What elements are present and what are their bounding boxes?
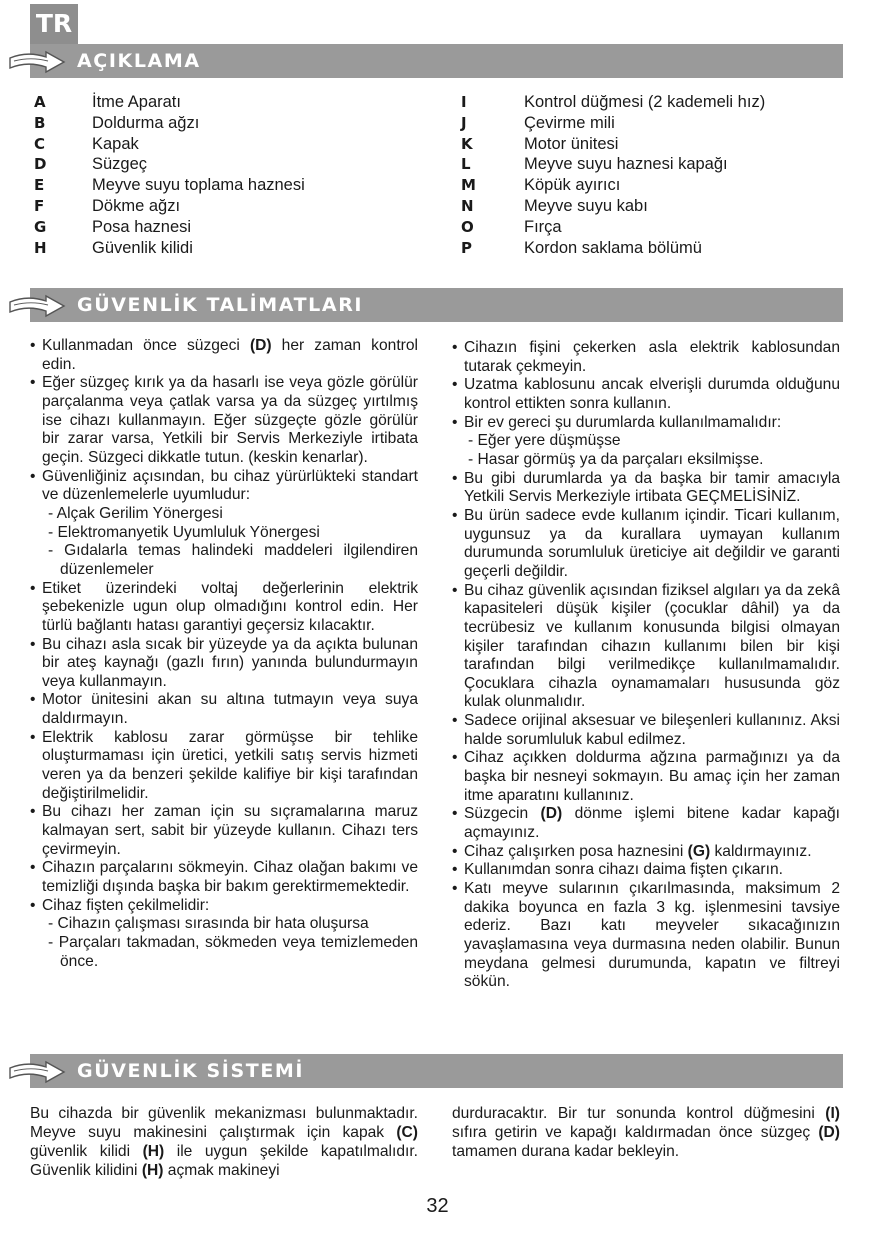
legend-row [34,238,305,259]
section-title: AÇIKLAMA [77,50,201,72]
list-item: • Bu cihazı her zaman için su sıçramalarına maruz kalmayan sert, sabit bir yüzeyde kullanın. Cihazı ters çevirmeyin. [30,803,418,859]
legend-right [461,92,765,258]
legend-text: Kordon saklama bölümü [524,238,702,257]
legend-letter: P [461,238,472,257]
legend-text: Çevirme mili [524,113,615,132]
legend-text: Meyve suyu kabı [524,196,648,215]
list-item: • Bir ev gereci şu durumlarda kullanılmamalıdır: [452,414,840,433]
legend-row [461,238,765,259]
legend-text: İtme Aparatı [92,93,181,111]
list-item: • Bu gibi durumlarda ya da başka bir tamir amacıyla Yetkili Servis Merkeziyle irtibata GEÇMELİSİNİZ. [452,470,840,507]
sub-item: - Parçaları takmadan, sökmeden veya temizlemeden önce. [30,934,418,971]
list-item: • Kullanımdan sonra cihazı daima fişten çıkarın. [452,861,840,880]
legend-row [34,113,305,134]
legend-letter: L [461,155,471,174]
page-number: 32 [426,1195,449,1217]
legend-text: Dökme ağzı [92,196,181,215]
section-title: GÜVENLİK TALİMATLARI [77,294,364,316]
legend-letter: A [34,93,46,111]
legend-letter: N [461,196,474,215]
safety-system-text-left: Bu cihazda bir güvenlik mekanizması bulunmaktadır. Meyve suyu makinesini çalıştırmak için kapak (C) güvenlik kilidi (H) ile uygun şekilde kapatılmalıdır. Güvenlik kilidini (H) açmak makineyi [30,1105,418,1179]
legend-row [461,134,765,155]
legend-letter: I [461,93,467,111]
legend-letter: H [34,238,47,257]
legend-letter: M [461,176,476,195]
legend-text: Kapak [92,134,139,153]
list-item: • Elektrik kablosu zarar görmüşse bir tehlike oluşturmaması için üretici, yetkili satış servis hizmeti veren ya da benzeri şekilde kalifiye bir kişi tarafından değiştirilmelidir. [30,729,418,804]
legend-text: Süzgeç [92,155,148,174]
sub-item: - Eğer yere düşmüşse [452,432,840,451]
legend-letter: O [461,217,474,236]
legend-row [461,154,765,175]
list-item: • Kullanmadan önce süzgeci (D) her zaman kontrol edin. [30,337,418,374]
arrow-icon [8,291,68,321]
safety-column-right [452,339,840,992]
legend-letter: G [34,217,47,236]
section-title: GÜVENLİK SİSTEMİ [77,1060,305,1082]
legend-letter: D [34,155,47,174]
section-header-guvenlik-sistemi [30,1054,843,1088]
legend-letter: B [34,113,46,132]
list-item: • Güvenliğiniz açısından, bu cihaz yürürlükteki standart ve düzenlemelerle uyumludur: [30,468,418,505]
list-item: • Bu ürün sadece evde kullanım içindir. Ticari kullanım, uygunsuz ya da kurallara uymayan kullanım durumunda sorumluluk üreticiye ait değildir ve garanti geçerli değildir. [452,507,840,582]
sub-item: - Hasar görmüş ya da parçaları eksilmişse. [452,451,840,470]
legend-letter: J [461,113,467,132]
legend-text: Meyve suyu haznesi kapağı [524,155,728,174]
sub-item: - Cihazın çalışması sırasında bir hata oluşursa [30,915,418,934]
legend-letter: C [34,134,46,153]
arrow-icon [8,47,68,77]
list-item: • Cihaz fişten çekilmelidir: [30,897,418,916]
legend-row [461,196,765,217]
list-item: • Cihazın fişini çekerken asla elektrik kablosundan tutarak çekmeyin. [452,339,840,376]
list-item: • Cihazın parçalarını sökmeyin. Cihaz olağan bakımı ve temizliği dışında başka bir bakım gerektirmemektedir. [30,859,418,896]
language-tab: TR [30,4,78,44]
sub-item: - Alçak Gerilim Yönergesi [30,505,418,524]
legend-text: Motor ünitesi [524,134,619,153]
list-item: • Katı meyve sularının çıkarılmasında, maksimum 2 dakika boyunca en fazla 3 kg. işlenmesini tavsiye ederiz. Bazı katı meyveler sıkacağınızın yavaşlamasına veya durmasına neden olabilir. Bunun meydana gelmesi durumunda, kapatın ve filtreyi sökün. [452,880,840,992]
list-item: • Etiket üzerindeki voltaj değerlerinin elektrik şebekenizle ugun olup olmadığını kontrol edin. Her türlü bağlantı hatası garantiyi geçersiz kılacaktır. [30,580,418,636]
legend-row [34,134,305,155]
sub-item: - Elektromanyetik Uyumluluk Yönergesi [30,524,418,543]
legend-left [34,92,305,258]
list-item: • Süzgecin (D) dönme işlemi bitene kadar kapağı açmayınız. [452,805,840,842]
legend-row [34,175,305,196]
list-item: • Eğer süzgeç kırık ya da hasarlı ise veya gözle görülür parçalanma veya çatlak varsa ya da süzgeç yırtılmış ise cihazı kullanmayın. Eğer süzgeçte gözle görülür bir zarar varsa, Yetkili bir Servis Merkeziyle irtibata geçin. Süzgeci dikkatle tutun. (keskin kenarlar). [30,374,418,467]
legend-text: Kontrol düğmesi (2 kademeli hız) [524,93,766,111]
list-item: • Cihaz açıkken doldurma ağzına parmağınızı ya da başka bir nesneyi sokmayın. Bu amaç için her zaman itme aparatını kullanınız. [452,749,840,805]
list-item: • Cihaz çalışırken posa haznesini (G) kaldırmayınız. [452,843,840,862]
list-item: • Sadece orijinal aksesuar ve bileşenleri kullanınız. Aksi halde sorumluluk kabul edilmez. [452,712,840,749]
safety-system-text-right: durduracaktır. Bir tur sonunda kontrol düğmesini (I) sıfıra getirin ve kapağı kaldırmadan önce süzgeç (D) tamamen durana kadar bekleyin. [452,1105,840,1160]
list-item: • Bu cihaz güvenlik açısından fiziksel algıları ya da zekâ kapasiteleri düşük kişiler (çocuklar dâhil) ya da tecrübesiz ve kullanım konusunda bilgisi olmayan kişiler tarafından cihazın kullanımı bilen bir kişi tarafından bilgi verilmedikçe kullanılmamalıdır. Çocuklara cihazla oynamamaları hususunda göz kulak olunmalıdır. [452,582,840,713]
list-item: • Bu cihazı asla sıcak bir yüzeyde ya da açıkta bulunan bir ateş kaynağı (gazlı fırın) yanında bulundurmayın veya kullanmayın. [30,636,418,692]
arrow-icon [8,1057,68,1087]
legend-letter: E [34,176,45,195]
legend-letter: F [34,196,45,215]
legend-text: Fırça [524,217,562,236]
legend-row [461,175,765,196]
sub-item: - Gıdalarla temas halindeki maddeleri ilgilendiren düzenlemeler [30,542,418,579]
legend-row [34,92,305,113]
legend-text: Posa haznesi [92,217,192,236]
legend-text: Köpük ayırıcı [524,176,621,195]
legend-row [461,92,765,113]
list-item: • Uzatma kablosunu ancak elverişli durumda olduğunu kontrol ettikten sonra kullanın. [452,376,840,413]
legend-text: Meyve suyu toplama haznesi [92,176,305,195]
legend-text: Güvenlik kilidi [92,238,193,257]
safety-column-left [30,337,418,971]
legend-row [461,113,765,134]
list-item: • Motor ünitesini akan su altına tutmayın veya suya daldırmayın. [30,691,418,728]
legend-row [34,154,305,175]
legend-letter: K [461,134,473,153]
legend-text: Doldurma ağzı [92,113,200,132]
section-header-aciklama [30,44,843,78]
legend-row [461,217,765,238]
section-header-guvenlik-talimatlari [30,288,843,322]
legend-row [34,217,305,238]
legend-row [34,196,305,217]
